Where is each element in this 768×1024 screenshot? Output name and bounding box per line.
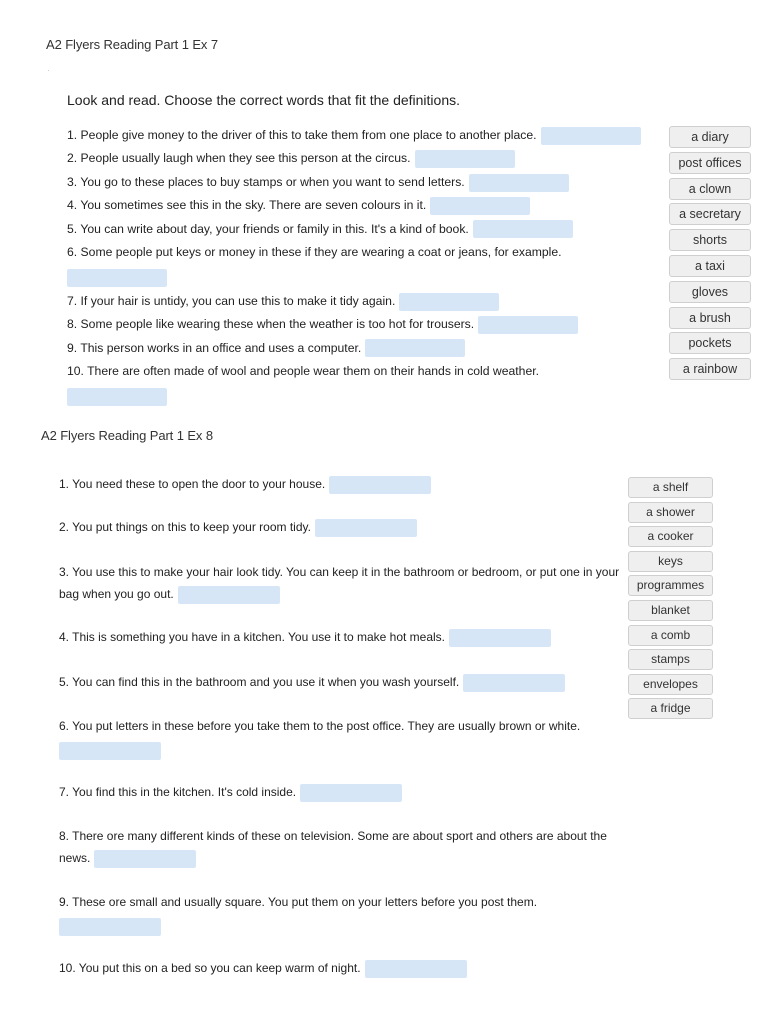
question-text: 1. You need these to open the door to your house. bbox=[59, 477, 326, 491]
question-text: 8. There ore many different kinds of these on television. Some are about sport and others are about the news. bbox=[59, 829, 607, 865]
word-chip[interactable]: a shower bbox=[628, 502, 713, 523]
word-chip[interactable]: programmes bbox=[628, 575, 713, 596]
word-chip[interactable]: post offices bbox=[669, 152, 751, 174]
word-chip[interactable]: a taxi bbox=[669, 255, 751, 277]
question-text: 4. You sometimes see this in the sky. There are seven colours in it. bbox=[67, 198, 427, 213]
question-row bbox=[67, 194, 667, 217]
word-chip[interactable]: a diary bbox=[669, 126, 751, 148]
answer-gap[interactable] bbox=[329, 476, 431, 494]
answer-gap[interactable] bbox=[67, 269, 167, 287]
answer-gap[interactable] bbox=[178, 586, 280, 604]
question-row bbox=[59, 473, 629, 495]
exercise-7-title: A2 Flyers Reading Part 1 Ex 7 bbox=[46, 37, 218, 52]
question-text: 2. You put things on this to keep your room tidy. bbox=[59, 520, 311, 534]
question-text: 9. These ore small and usually square. You put them on your letters before you post them. bbox=[59, 895, 538, 909]
word-chip[interactable]: keys bbox=[628, 551, 713, 572]
divider-dot bbox=[48, 70, 49, 71]
question-text: 3. You use this to make your hair look tidy. You can keep it in the bathroom or bedroom, or put one in your bag when you go out. bbox=[59, 565, 620, 601]
answer-gap[interactable] bbox=[449, 629, 551, 647]
question-text: 7. You find this in the kitchen. It's cold inside. bbox=[59, 785, 297, 799]
answer-gap[interactable] bbox=[315, 519, 417, 537]
answer-gap[interactable] bbox=[478, 316, 578, 334]
word-chip[interactable]: stamps bbox=[628, 649, 713, 670]
question-row bbox=[67, 337, 667, 360]
question-text: 2. People usually laugh when they see this person at the circus. bbox=[67, 151, 411, 166]
question-row bbox=[59, 561, 629, 605]
word-chip[interactable]: a shelf bbox=[628, 477, 713, 498]
answer-gap[interactable] bbox=[415, 150, 515, 168]
answer-gap[interactable] bbox=[365, 339, 465, 357]
answer-gap[interactable] bbox=[59, 742, 161, 760]
word-chip[interactable]: blanket bbox=[628, 600, 713, 621]
question-text: 10. You put this on a bed so you can keep warm of night. bbox=[59, 961, 361, 975]
question-row bbox=[59, 516, 629, 538]
exercise-7-word-bank bbox=[669, 126, 751, 384]
answer-gap[interactable] bbox=[59, 918, 161, 936]
question-row bbox=[67, 124, 667, 147]
question-row bbox=[67, 218, 667, 241]
answer-gap[interactable] bbox=[365, 960, 467, 978]
question-text: 5. You can write about day, your friends or family in this. It's a kind of book. bbox=[67, 221, 469, 236]
answer-gap[interactable] bbox=[94, 850, 196, 868]
answer-gap[interactable] bbox=[67, 388, 167, 406]
word-chip[interactable]: pockets bbox=[669, 332, 751, 354]
word-chip[interactable]: a comb bbox=[628, 625, 713, 646]
question-text: 10. There are often made of wool and people wear them on their hands in cold weather. bbox=[67, 364, 540, 379]
question-row bbox=[67, 171, 667, 194]
question-row bbox=[59, 626, 629, 648]
question-row bbox=[67, 290, 667, 313]
question-text: 6. Some people put keys or money in these if they are wearing a coat or jeans, for example. bbox=[67, 245, 562, 260]
question-row bbox=[59, 781, 629, 803]
word-chip[interactable]: a brush bbox=[669, 307, 751, 329]
word-chip[interactable]: gloves bbox=[669, 281, 751, 303]
word-chip[interactable]: shorts bbox=[669, 229, 751, 251]
answer-gap[interactable] bbox=[399, 293, 499, 311]
answer-gap[interactable] bbox=[300, 784, 402, 802]
answer-gap[interactable] bbox=[541, 127, 641, 145]
question-text: 3. You go to these places to buy stamps or when you want to send letters. bbox=[67, 174, 465, 189]
answer-gap[interactable] bbox=[430, 197, 530, 215]
question-row bbox=[59, 671, 629, 693]
question-row bbox=[67, 147, 667, 170]
exercise-7-questions bbox=[67, 124, 667, 409]
word-chip[interactable]: a rainbow bbox=[669, 358, 751, 380]
word-chip[interactable]: a fridge bbox=[628, 698, 713, 719]
answer-gap[interactable] bbox=[473, 220, 573, 238]
exercise-8-word-bank bbox=[628, 477, 713, 723]
exercise-7-instructions: Look and read. Choose the correct words that fit the definitions. bbox=[67, 92, 461, 108]
word-chip[interactable]: a clown bbox=[669, 178, 751, 200]
question-row bbox=[67, 313, 667, 336]
word-chip[interactable]: a cooker bbox=[628, 526, 713, 547]
question-row bbox=[59, 957, 629, 979]
question-text: 1. People give money to the driver of this to take them from one place to another place. bbox=[67, 128, 537, 142]
word-chip[interactable]: envelopes bbox=[628, 674, 713, 695]
question-row bbox=[59, 825, 629, 869]
question-text: 6. You put letters in these before you take them to the post office. They are usually brown or white. bbox=[59, 719, 581, 733]
answer-gap[interactable] bbox=[463, 674, 565, 692]
exercise-8-title: A2 Flyers Reading Part 1 Ex 8 bbox=[41, 428, 213, 443]
question-row bbox=[59, 715, 629, 761]
question-text: 8. Some people like wearing these when the weather is too hot for trousers. bbox=[67, 317, 475, 332]
question-text: 7. If your hair is untidy, you can use this to make it tidy again. bbox=[67, 293, 396, 308]
question-row bbox=[67, 360, 667, 409]
answer-gap[interactable] bbox=[469, 174, 569, 192]
question-text: 4. This is something you have in a kitchen. You use it to make hot meals. bbox=[59, 630, 445, 644]
question-text: 9. This person works in an office and uses a computer. bbox=[67, 340, 362, 355]
question-row bbox=[59, 891, 629, 937]
question-row bbox=[67, 241, 667, 290]
question-text: 5. You can find this in the bathroom and you use it when you wash yourself. bbox=[59, 675, 460, 689]
word-chip[interactable]: a secretary bbox=[669, 203, 751, 225]
